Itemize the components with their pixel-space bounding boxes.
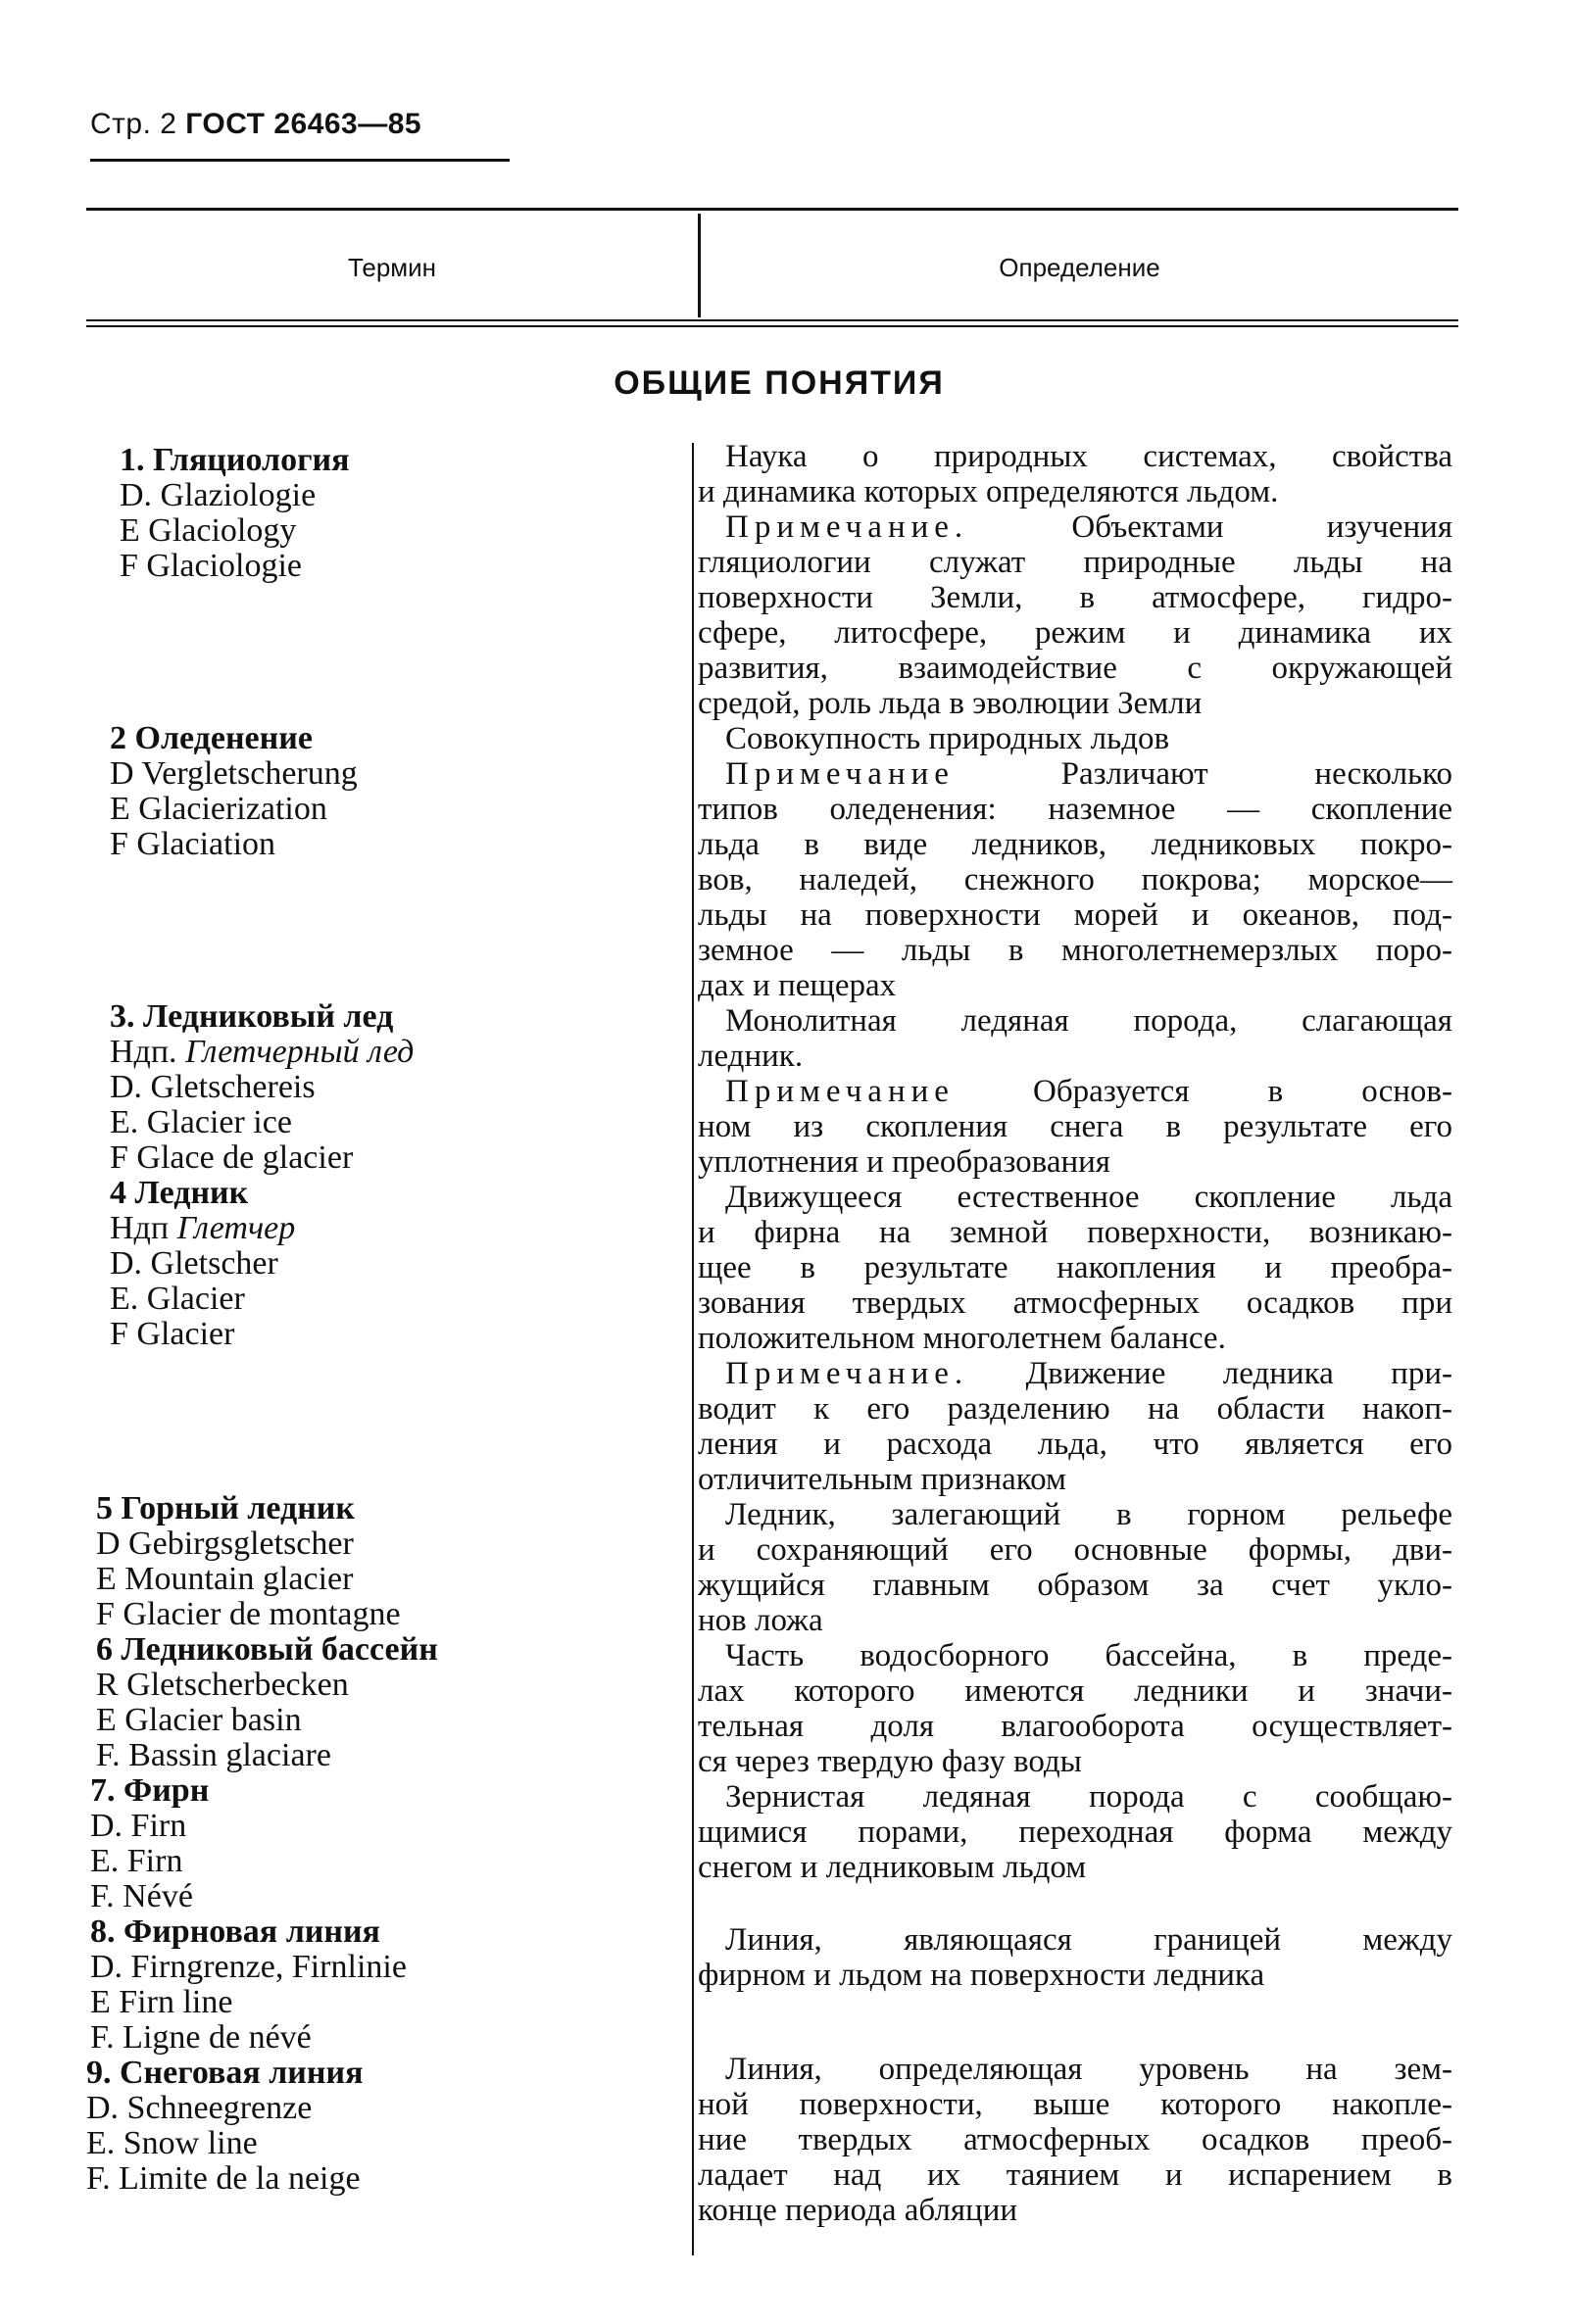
term-translation — [120, 549, 302, 584]
term-text: F. Bassin glaciare — [96, 1737, 331, 1773]
definition-line: Примечание Образуется в основ- — [725, 1074, 1452, 1109]
definition-line: поверхности Земли, в атмосфере, гидро- — [698, 580, 1452, 615]
definition-line: конце периода абляции — [698, 2193, 1018, 2228]
definition-line: гляциологии служат природные льды на — [698, 545, 1452, 580]
term-deprecated: Глетчерный лед — [185, 1034, 415, 1070]
term-title — [110, 721, 313, 756]
note-label: Примечание. — [725, 509, 969, 545]
definition-line: Зернистая ледяная порода с сообщаю- — [725, 1779, 1452, 1815]
term-deprecated: Глетчер — [176, 1210, 296, 1246]
term-text: Ндп. — [110, 1034, 186, 1070]
note-label: Примечание — [725, 1074, 955, 1109]
term-translation — [86, 2091, 312, 2126]
definition-line: льды на поверхности морей и океанов, под- — [698, 897, 1452, 933]
definition-line: нов ложа — [698, 1603, 823, 1638]
definition-line: вов, наледей, снежного покрова; морское— — [698, 862, 1452, 897]
term-title — [120, 443, 350, 478]
definition-line: ся через твердую фазу воды — [698, 1744, 1082, 1779]
term-translation — [110, 1070, 316, 1105]
definition-line: ном из скопления снега в результате его — [698, 1109, 1452, 1144]
term-text: F Glacier — [110, 1316, 235, 1352]
term-text: E. Firn — [90, 1843, 183, 1879]
definition-line: Часть водосборного бассейна, в преде- — [725, 1638, 1452, 1673]
term-translation — [120, 513, 296, 549]
term-translation — [110, 1246, 278, 1282]
definition-line: фирном и льдом на поверхности ледника — [698, 1958, 1265, 1993]
definition-line: Совокупность природных льдов — [725, 721, 1170, 756]
definition-line: льда в виде ледников, ледниковых покро- — [698, 827, 1452, 862]
page-ref: Стр. 2 — [90, 108, 177, 140]
definition-line: и динамика которых определяются льдом. — [698, 474, 1279, 509]
term-text: E Glacier basin — [96, 1702, 302, 1738]
term-title — [110, 1176, 248, 1211]
term-translation — [90, 1879, 193, 1914]
term-text: D. Firn — [90, 1808, 187, 1844]
term-translation — [96, 1526, 354, 1562]
term-translation — [90, 1985, 232, 2020]
definition-line: зования твердых атмосферных осадков при — [698, 1285, 1452, 1321]
definition-line: Примечание. Движение ледника при- — [725, 1356, 1452, 1391]
definition-line: Движущееся естественное скопление льда — [725, 1180, 1452, 1215]
term-title — [90, 1773, 209, 1809]
definition-line: Наука о природных системах, свойства — [725, 439, 1452, 474]
term-text: F Glaciation — [110, 826, 276, 862]
definition-line: средой, роль льда в эволюции Земли — [698, 686, 1203, 721]
column-header-term: Термин — [347, 253, 437, 282]
term-title — [90, 1914, 380, 1950]
term-text: 1. Гляциология — [120, 442, 350, 478]
term-title — [86, 2056, 363, 2091]
term-text: 8. Фирновая линия — [90, 1913, 380, 1950]
term-text: E. Glacier ice — [110, 1104, 292, 1140]
term-translation — [96, 1597, 401, 1632]
term-text: 7. Фирн — [90, 1772, 210, 1809]
note-label: Примечание. — [725, 1356, 969, 1391]
term-text: E Glacierization — [110, 791, 327, 827]
term-text: 4 Ледник — [110, 1175, 249, 1211]
header-underline — [90, 159, 510, 162]
column-header-definition: Определение — [999, 253, 1160, 282]
table-top-rule — [86, 208, 1458, 211]
term-text: E Mountain glacier — [96, 1561, 354, 1597]
term-text: F. Névé — [90, 1878, 193, 1914]
term-title — [110, 999, 393, 1035]
definition-line: развития, взаимодействие с окружающей — [698, 651, 1452, 686]
term-translation — [110, 756, 358, 792]
term-translation — [110, 827, 275, 862]
term-translation — [110, 1035, 414, 1070]
term-text: Ндп — [110, 1210, 177, 1246]
term-text: D Gebirgsgletscher — [96, 1525, 354, 1562]
term-text: 9. Снеговая линия — [86, 2055, 364, 2091]
definition-line: и фирна на земной поверхности, возникаю- — [698, 1215, 1452, 1250]
term-translation — [96, 1738, 331, 1773]
term-text: D. Gletschereis — [110, 1069, 316, 1105]
definition-line: сфере, литосфере, режим и динамика их — [698, 615, 1452, 651]
term-text: E Glaciology — [120, 512, 297, 549]
table-header-rule-double — [86, 325, 1458, 327]
term-translation — [96, 1668, 349, 1703]
definition-line: щимися порами, переходная форма между — [698, 1815, 1452, 1850]
section-title: ОБЩИЕ ПОНЯТИЯ — [614, 364, 945, 402]
term-translation — [110, 1317, 234, 1352]
term-text: D Vergletscherung — [110, 755, 358, 792]
term-translation — [110, 1105, 292, 1140]
definition-line: Линия, определяющая уровень на зем- — [725, 2052, 1452, 2087]
term-text: R Gletscherbecken — [96, 1667, 349, 1703]
term-text: 5 Горный ледник — [96, 1490, 355, 1526]
term-translation — [90, 1950, 407, 1985]
definition-line: ние твердых атмосферных осадков преоб- — [698, 2122, 1452, 2157]
definition-line: Примечание Различают несколько — [725, 756, 1452, 792]
term-text: F Glaciologie — [120, 548, 303, 584]
definition-line: Ледник, залегающий в горном рельефе — [725, 1497, 1452, 1532]
definition-line: жущийся главным образом за счет укло- — [698, 1568, 1452, 1603]
definition-line: земное — льды в многолетнемерзлых поро- — [698, 933, 1452, 968]
column-divider — [692, 443, 694, 2255]
term-translation — [86, 2161, 361, 2197]
definition-line: водит к его разделению на области накоп- — [698, 1391, 1452, 1427]
term-translation — [110, 792, 327, 827]
term-text: F Glacier de montagne — [96, 1596, 401, 1632]
term-text: F. Ligne de névé — [90, 2019, 312, 2056]
term-translation — [96, 1562, 353, 1597]
definition-line: типов оледенения: наземное — скопление — [698, 792, 1452, 827]
term-text: 3. Ледниковый лед — [110, 998, 394, 1035]
term-translation — [96, 1703, 302, 1738]
term-text: E Firn line — [90, 1984, 233, 2020]
definition-line: снегом и ледниковым льдом — [698, 1850, 1087, 1885]
definition-line: ладает над их таянием и испарением в — [698, 2157, 1452, 2193]
definition-line: дах и пещерах — [698, 968, 897, 1003]
table-header-rule — [86, 319, 1458, 321]
term-text: 2 Оледенение — [110, 720, 313, 756]
note-label: Примечание — [725, 756, 955, 792]
definition-line: тельная доля влагооборота осуществляет- — [698, 1709, 1452, 1744]
term-title — [96, 1491, 355, 1526]
definition-line: положительном многолетнем балансе. — [698, 1321, 1226, 1356]
term-text: E. Snow line — [86, 2125, 258, 2161]
definition-line: Линия, являющаяся границей между — [725, 1922, 1452, 1958]
term-translation — [90, 1844, 182, 1879]
term-text: D. Glaziologie — [120, 477, 317, 513]
term-translation — [110, 1282, 245, 1317]
term-text: 6 Ледниковый бассейн — [96, 1631, 438, 1668]
definition-line: отличительным признаком — [698, 1462, 1066, 1497]
definition-line: ной поверхности, выше которого накопле- — [698, 2087, 1452, 2122]
term-translation — [90, 2020, 312, 2056]
definition-line: уплотнения и преобразования — [698, 1144, 1110, 1180]
term-text: F Glace de glacier — [110, 1139, 354, 1176]
term-translation — [110, 1211, 295, 1246]
term-translation — [110, 1140, 353, 1176]
term-text: E. Glacier — [110, 1281, 245, 1317]
page-header — [90, 108, 421, 141]
term-text: D. Gletscher — [110, 1245, 278, 1282]
term-text: F. Limite de la neige — [86, 2160, 361, 2197]
term-translation — [86, 2126, 258, 2161]
definition-line: Монолитная ледяная порода, слагающая — [725, 1003, 1452, 1039]
term-translation — [90, 1809, 186, 1844]
definition-line: Примечание. Объектами изучения — [725, 509, 1452, 545]
term-title — [96, 1632, 438, 1668]
definition-line: лах которого имеются ледники и значи- — [698, 1673, 1452, 1709]
term-text: D. Schneegrenze — [86, 2090, 313, 2126]
term-translation — [120, 478, 316, 513]
standard-number: ГОСТ 26463—85 — [185, 108, 422, 140]
definition-line: ледник. — [698, 1039, 804, 1074]
definition-line: ления и расхода льда, что является его — [698, 1427, 1452, 1462]
definition-line: щее в результате накопления и преобра- — [698, 1250, 1452, 1285]
term-text: D. Firngrenze, Firnlinie — [90, 1949, 407, 1985]
definition-line: и сохраняющий его основные формы, дви- — [698, 1532, 1452, 1568]
